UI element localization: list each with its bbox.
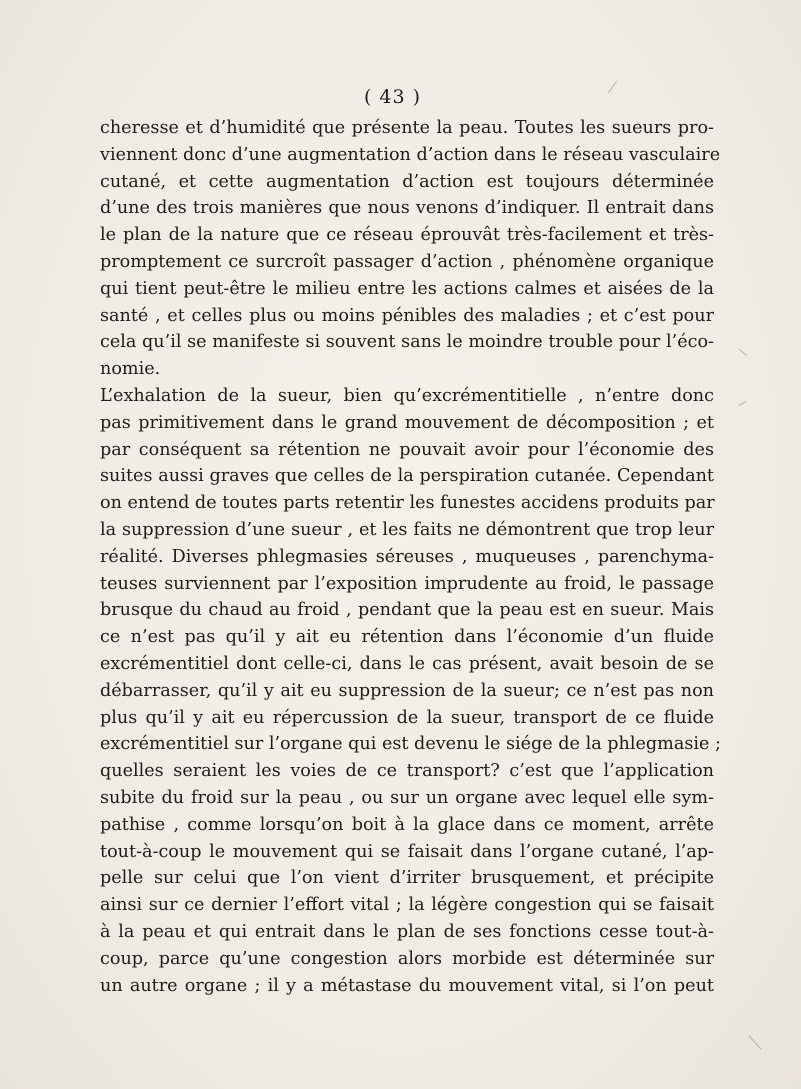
text-line: ce n’est pas qu’il y ait eu rétention dans l’économie d’un fluide xyxy=(100,627,714,648)
scan-mark xyxy=(739,349,747,356)
text-line: cutané, et cette augmentation d’action est toujours déterminée xyxy=(100,171,714,192)
text-line: par conséquent sa rétention ne pouvait avoir pour l’économie des xyxy=(100,439,714,460)
text-line: nomie. xyxy=(100,359,161,380)
text-line: pelle sur celui que l’on vient d’irriter brusquement, et précipite xyxy=(100,868,714,889)
page-number: ( 43 ) xyxy=(363,86,422,108)
text-line: un autre organe ; il y a métastase du mouvement vital, si l’on peut xyxy=(100,975,714,996)
text-line: qui tient peut-être le milieu entre les actions calmes et aisées de la xyxy=(100,278,714,299)
text-line: cela qu’il se manifeste si souvent sans le moindre trouble pour l’éco- xyxy=(100,332,714,353)
text-line: santé , et celles plus ou moins pénibles des maladies ; et c’est pour xyxy=(100,305,714,326)
text-line: débarrasser, qu’il y ait eu suppression de la sueur; ce n’est pas non xyxy=(100,680,714,701)
scan-mark xyxy=(738,401,746,406)
text-line: plus qu’il y ait eu répercussion de la sueur, transport de ce fluide xyxy=(100,707,714,728)
text-line: brusque du chaud au froid , pendant que la peau est en sueur. Mais xyxy=(100,600,714,621)
text-line: pas primitivement dans le grand mouvement de décomposition ; et xyxy=(100,412,714,433)
text-line: viennent donc d’une augmentation d’action dans le réseau vasculaire xyxy=(100,144,721,165)
text-line: teuses surviennent par l’exposition imprudente au froid, le passage xyxy=(100,573,714,594)
text-line: excrémentitiel sur l’organe qui est devenu le siége de la phlegmasie ; xyxy=(100,734,721,755)
text-line: ainsi sur ce dernier l’effort vital ; la légère congestion qui se faisait xyxy=(100,895,714,916)
text-line: d’une des trois manières que nous venons d’indiquer. Il entrait dans xyxy=(100,198,714,219)
text-line: suites aussi graves que celles de la perspiration cutanée. Cependant xyxy=(100,466,714,487)
text-line: cheresse et d’humidité que présente la peau. Toutes les sueurs pro- xyxy=(100,118,714,138)
text-line: la suppression d’une sueur , et les faits ne démontrent que trop leur xyxy=(100,519,714,540)
text-line: pathise , comme lorsqu’on boit à la glace dans ce moment, arrête xyxy=(100,814,714,835)
text-line: réalité. Diverses phlegmasies séreuses , muqueuses , parenchyma- xyxy=(100,546,714,567)
text-line: promptement ce surcroît passager d’action , phénomène organique xyxy=(100,251,714,272)
text-line: coup, parce qu’une congestion alors morbide est déterminée sur xyxy=(100,948,714,969)
body-text xyxy=(100,115,721,999)
text-line: on entend de toutes parts retentir les funestes accidens produits par xyxy=(100,493,715,514)
text-line: subite du froid sur la peau , ou sur un organe avec lequel elle sym- xyxy=(100,787,714,808)
text-line: excrémentitiel dont celle-ci, dans le cas présent, avait besoin de se xyxy=(100,653,714,674)
text-line: quelles seraient les voies de ce transport? c’est que l’application xyxy=(100,761,714,782)
text-line: tout-à-coup le mouvement qui se faisait dans l’organe cutané, l’ap- xyxy=(100,841,714,862)
text-line: le plan de la nature que ce réseau éprouvât très-facilement et très- xyxy=(100,225,714,246)
text-line: L’exhalation de la sueur, bien qu’excrémentitielle , n’entre donc xyxy=(100,385,714,406)
text-line: à la peau et qui entrait dans le plan de ses fonctions cesse tout-à- xyxy=(100,921,714,942)
scan-mark xyxy=(749,1035,762,1049)
